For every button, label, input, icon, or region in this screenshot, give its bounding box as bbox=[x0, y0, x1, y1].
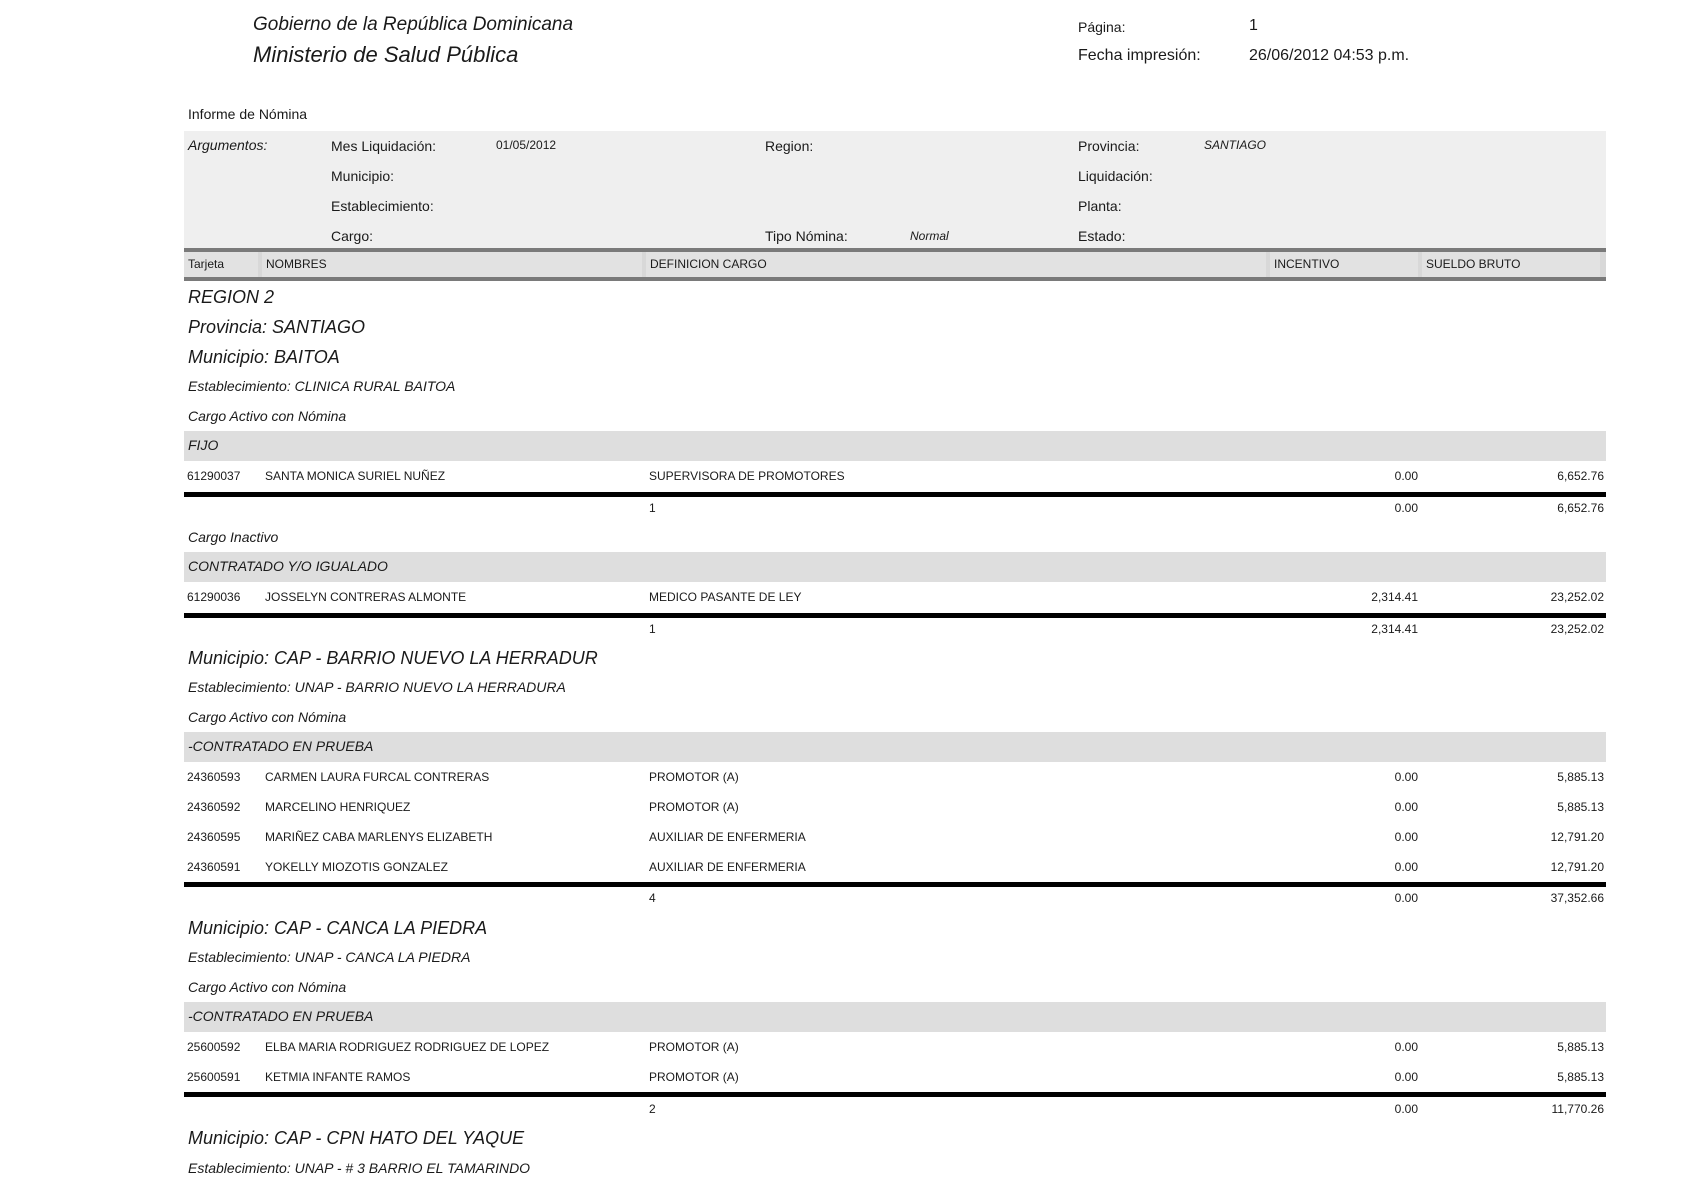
nombre-cell: KETMIA INFANTE RAMOS bbox=[265, 1070, 411, 1084]
cargo-cell: MEDICO PASANTE DE LEY bbox=[649, 590, 802, 604]
table-row bbox=[184, 800, 1606, 820]
incentivo-cell: 0.00 bbox=[1394, 1070, 1418, 1084]
region-label: Region: bbox=[765, 138, 814, 154]
category-band bbox=[184, 552, 1606, 582]
establecimiento-heading: Establecimiento: UNAP - CANCA LA PIEDRA bbox=[188, 949, 471, 965]
arguments-label: Argumentos: bbox=[188, 137, 268, 153]
incentivo-cell: 0.00 bbox=[1394, 770, 1418, 784]
sueldo-cell: 12,791.20 bbox=[1550, 860, 1604, 874]
category-band bbox=[184, 1002, 1606, 1032]
incentivo-cell: 0.00 bbox=[1394, 1040, 1418, 1054]
total-count: 1 bbox=[649, 622, 656, 636]
category-label: -CONTRATADO EN PRUEBA bbox=[188, 738, 374, 754]
establecimiento-heading: Establecimiento: UNAP - # 3 BARRIO EL TAMARINDO bbox=[188, 1160, 531, 1176]
col-incentivo: INCENTIVO bbox=[1270, 252, 1418, 277]
cargo-cell: PROMOTOR (A) bbox=[649, 770, 739, 784]
col-nombres: NOMBRES bbox=[262, 252, 642, 277]
mes-liquidacion-value: 01/05/2012 bbox=[496, 138, 557, 152]
nombre-cell: MARCELINO HENRIQUEZ bbox=[265, 800, 411, 814]
col-definicion-cargo: DEFINICION CARGO bbox=[646, 252, 1266, 277]
nombre-cell: SANTA MONICA SURIEL NUÑEZ bbox=[265, 469, 446, 483]
liquidacion-label: Liquidación: bbox=[1078, 168, 1153, 184]
establecimiento-heading: Establecimiento: UNAP - BARRIO NUEVO LA HERRADURA bbox=[188, 679, 566, 695]
incentivo-cell: 2,314.41 bbox=[1371, 590, 1418, 604]
sueldo-cell: 23,252.02 bbox=[1550, 590, 1604, 604]
tarjeta-cell: 25600591 bbox=[187, 1070, 241, 1084]
cargo-cell: AUXILIAR DE ENFERMERIA bbox=[649, 830, 806, 844]
category-label: CONTRATADO Y/O IGUALADO bbox=[188, 558, 388, 574]
total-rule bbox=[184, 492, 1606, 497]
total-incentivo: 0.00 bbox=[1394, 1102, 1418, 1116]
ministry-title: Ministerio de Salud Pública bbox=[253, 42, 519, 67]
nombre-cell: MARIÑEZ CABA MARLENYS ELIZABETH bbox=[265, 830, 493, 844]
print-date-value: 26/06/2012 04:53 p.m. bbox=[1249, 47, 1410, 64]
table-row bbox=[184, 1070, 1606, 1090]
provincia-heading: Provincia: SANTIAGO bbox=[188, 317, 366, 337]
page-label: Página: bbox=[1078, 19, 1126, 35]
municipio-heading: Municipio: CAP - CPN HATO DEL YAQUE bbox=[188, 1128, 525, 1148]
total-row bbox=[184, 1102, 1606, 1122]
total-count: 1 bbox=[649, 501, 656, 515]
incentivo-cell: 0.00 bbox=[1394, 469, 1418, 483]
establecimiento-label: Establecimiento: bbox=[331, 198, 434, 214]
sueldo-cell: 5,885.13 bbox=[1557, 1040, 1604, 1054]
incentivo-cell: 0.00 bbox=[1394, 830, 1418, 844]
total-incentivo: 0.00 bbox=[1394, 501, 1418, 515]
cargo-label: Cargo: bbox=[331, 228, 374, 244]
cargo-cell: PROMOTOR (A) bbox=[649, 1040, 739, 1054]
sueldo-cell: 6,652.76 bbox=[1557, 469, 1604, 483]
column-header bbox=[184, 248, 1606, 281]
government-title: Gobierno de la República Dominicana bbox=[253, 14, 574, 35]
total-sueldo: 37,352.66 bbox=[1550, 891, 1604, 905]
total-rule bbox=[184, 882, 1606, 887]
cargo-cell: AUXILIAR DE ENFERMERIA bbox=[649, 860, 806, 874]
establecimiento-heading: Establecimiento: CLINICA RURAL BAITOA bbox=[188, 378, 456, 394]
col-sueldo-bruto: SUELDO BRUTO bbox=[1422, 252, 1600, 277]
category-label: FIJO bbox=[188, 437, 219, 453]
incentivo-cell: 0.00 bbox=[1394, 800, 1418, 814]
tipo-nomina-label: Tipo Nómina: bbox=[765, 228, 848, 244]
cargo-status-heading: Cargo Inactivo bbox=[188, 529, 279, 545]
report-title: Informe de Nómina bbox=[188, 106, 308, 122]
total-row bbox=[184, 501, 1606, 521]
cargo-cell: SUPERVISORA DE PROMOTORES bbox=[649, 469, 845, 483]
table-row bbox=[184, 469, 1606, 489]
mes-liquidacion-label: Mes Liquidación: bbox=[331, 138, 437, 154]
municipio-heading: Municipio: CAP - CANCA LA PIEDRA bbox=[188, 918, 488, 938]
table-row bbox=[184, 860, 1606, 880]
municipio-label: Municipio: bbox=[331, 168, 395, 184]
table-row bbox=[184, 1040, 1606, 1060]
cargo-status-heading: Cargo Activo con Nómina bbox=[188, 979, 347, 995]
total-sueldo: 6,652.76 bbox=[1557, 501, 1604, 515]
tarjeta-cell: 24360591 bbox=[187, 860, 241, 874]
provincia-label: Provincia: bbox=[1078, 138, 1140, 154]
nombre-cell: JOSSELYN CONTRERAS ALMONTE bbox=[265, 590, 467, 604]
table-row bbox=[184, 590, 1606, 610]
tarjeta-cell: 61290036 bbox=[187, 590, 241, 604]
category-band bbox=[184, 431, 1606, 461]
nombre-cell: YOKELLY MIOZOTIS GONZALEZ bbox=[265, 860, 448, 874]
cargo-cell: PROMOTOR (A) bbox=[649, 1070, 739, 1084]
total-sueldo: 11,770.26 bbox=[1551, 1102, 1604, 1116]
tipo-nomina-value: Normal bbox=[910, 229, 949, 243]
total-rule bbox=[184, 613, 1606, 618]
nombre-cell: CARMEN LAURA FURCAL CONTRERAS bbox=[265, 770, 490, 784]
sueldo-cell: 5,885.13 bbox=[1557, 770, 1604, 784]
region-heading: REGION 2 bbox=[188, 287, 275, 307]
tarjeta-cell: 25600592 bbox=[187, 1040, 241, 1054]
table-row bbox=[184, 770, 1606, 790]
sueldo-cell: 5,885.13 bbox=[1557, 1070, 1604, 1084]
sueldo-cell: 5,885.13 bbox=[1557, 800, 1604, 814]
tarjeta-cell: 24360593 bbox=[187, 770, 241, 784]
total-incentivo: 0.00 bbox=[1394, 891, 1418, 905]
total-count: 2 bbox=[649, 1102, 656, 1116]
arguments-panel bbox=[184, 131, 1606, 248]
cargo-cell: PROMOTOR (A) bbox=[649, 800, 739, 814]
nombre-cell: ELBA MARIA RODRIGUEZ RODRIGUEZ DE LOPEZ bbox=[265, 1040, 550, 1054]
total-row bbox=[184, 891, 1606, 911]
total-row bbox=[184, 622, 1606, 642]
municipio-heading: Municipio: BAITOA bbox=[188, 347, 340, 367]
category-label: -CONTRATADO EN PRUEBA bbox=[188, 1008, 374, 1024]
page-number: 1 bbox=[1249, 17, 1258, 34]
total-count: 4 bbox=[649, 891, 656, 905]
tarjeta-cell: 61290037 bbox=[187, 469, 241, 483]
total-rule bbox=[184, 1092, 1606, 1097]
total-sueldo: 23,252.02 bbox=[1550, 622, 1604, 636]
sueldo-cell: 12,791.20 bbox=[1550, 830, 1604, 844]
planta-label: Planta: bbox=[1078, 198, 1122, 214]
provincia-value: SANTIAGO bbox=[1204, 138, 1267, 152]
col-tarjeta: Tarjeta bbox=[184, 252, 258, 277]
tarjeta-cell: 24360595 bbox=[187, 830, 241, 844]
category-band bbox=[184, 732, 1606, 762]
incentivo-cell: 0.00 bbox=[1394, 860, 1418, 874]
tarjeta-cell: 24360592 bbox=[187, 800, 241, 814]
municipio-heading: Municipio: CAP - BARRIO NUEVO LA HERRADUR bbox=[188, 648, 598, 668]
table-row bbox=[184, 830, 1606, 850]
print-date-label: Fecha impresión: bbox=[1078, 47, 1201, 64]
estado-label: Estado: bbox=[1078, 228, 1126, 244]
cargo-status-heading: Cargo Activo con Nómina bbox=[188, 408, 347, 424]
cargo-status-heading: Cargo Activo con Nómina bbox=[188, 709, 347, 725]
total-incentivo: 2,314.41 bbox=[1371, 622, 1418, 636]
